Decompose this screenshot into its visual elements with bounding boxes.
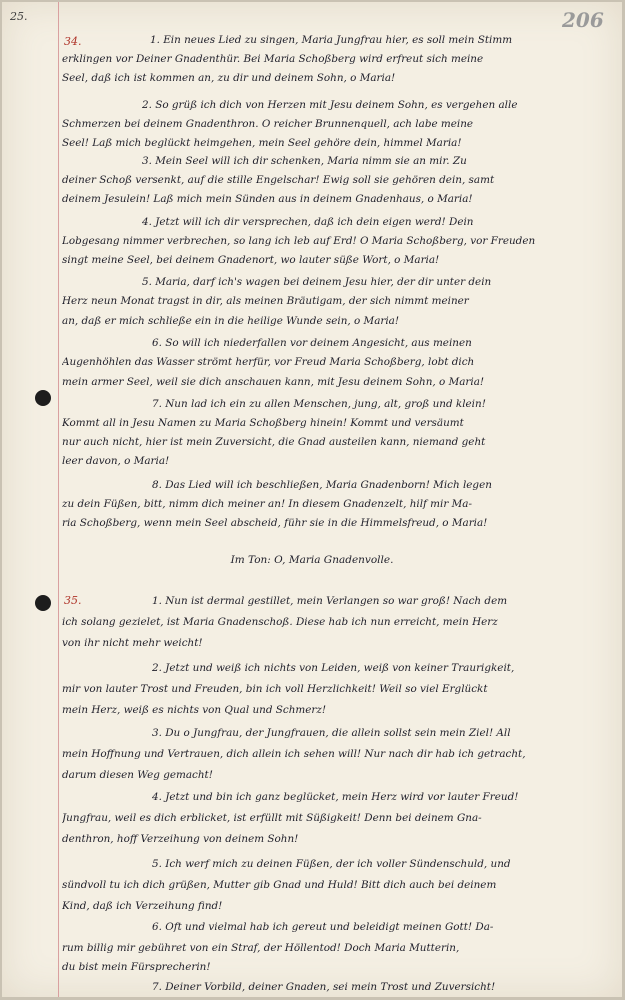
song-number: 35. — [64, 594, 82, 607]
text-line: Schmerzen bei deinem Gnadenthron. O reicher Brunnenquell, ach labe meine — [62, 118, 474, 130]
text-line: denthron, hoff Verzeihung von deinem Sohn! — [62, 833, 299, 845]
text-line: 5. Ich werf mich zu deinen Füßen, der ich voller Sündenschuld, und — [152, 858, 511, 870]
text-line: 7. Deiner Vorbild, deiner Gnaden, sei mein Trost und Zuversicht! — [152, 981, 496, 993]
text-line: von ihr nicht mehr weicht! — [62, 637, 203, 649]
text-line: 3. Mein Seel will ich dir schenken, Maria nimm sie an mir. Zu — [142, 155, 467, 167]
text-line: mein Herz, weiß es nichts von Qual und Schmerz! — [62, 704, 327, 716]
text-line: mein armer Seel, weil sie dich anschauen kann, mit Jesu deinem Sohn, o Maria! — [62, 376, 485, 388]
text-line: deiner Schoß versenkt, auf die stille Engelschar! Ewig soll sie gehören dein, samt — [62, 174, 495, 186]
archive-number: 206 — [562, 8, 604, 32]
text-line: 4. Jetzt will ich dir versprechen, daß ich dein eigen werd! Dein — [142, 216, 474, 228]
text-line: 2. Jetzt und weiß ich nichts von Leiden, weiß von keiner Traurigkeit, — [152, 662, 515, 674]
text-line: Herz neun Monat tragst in dir, als meinen Bräutigam, der sich nimmt meiner — [62, 295, 469, 307]
text-line: 5. Maria, darf ich's wagen bei deinem Jesu hier, der dir unter dein — [142, 276, 492, 288]
text-line: 2. So grüß ich dich von Herzen mit Jesu deinem Sohn, es vergehen alle — [142, 99, 518, 111]
text-line: sündvoll tu ich dich grüßen, Mutter gib Gnad und Huld! Bitt dich auch bei deinem — [62, 879, 497, 891]
text-line: Jungfrau, weil es dich erblicket, ist erfüllt mit Süßigkeit! Denn bei deinem Gna- — [62, 812, 482, 824]
text-line: rum billig mir gebühret von ein Straf, der Höllentod! Doch Maria Mutterin, — [62, 942, 460, 954]
tune-heading: Im Ton: O, Maria Gnadenvolle. — [230, 554, 394, 566]
text-line: Seel, daß ich ist kommen an, zu dir und deinem Sohn, o Maria! — [62, 72, 396, 84]
page-number: 25. — [10, 10, 28, 23]
text-line: Kind, daß ich Verzeihung find! — [62, 900, 223, 912]
punch-hole — [35, 390, 51, 406]
text-line: zu dein Füßen, bitt, nimm dich meiner an! In diesem Gnadenzelt, hilf mir Ma- — [62, 498, 472, 510]
text-line: Kommt all in Jesu Namen zu Maria Schoßberg hinein! Kommt und versäumt — [62, 417, 464, 429]
text-line: nur auch nicht, hier ist mein Zuversicht, die Gnad austeilen kann, niemand geht — [62, 436, 486, 448]
text-line: erklingen vor Deiner Gnadenthür. Bei Maria Schoßberg wird erfreut sich meine — [62, 53, 484, 65]
text-line: du bist mein Fürsprecherin! — [62, 961, 211, 973]
text-line: 8. Das Lied will ich beschließen, Maria Gnadenborn! Mich legen — [152, 479, 492, 491]
text-line: 1. Nun ist dermal gestillet, mein Verlangen so war groß! Nach dem — [152, 595, 508, 607]
text-line: Augenhöhlen das Wasser strömt herfür, vor Freud Maria Schoßberg, lobt dich — [62, 356, 475, 368]
margin-rule — [58, 2, 59, 997]
text-line: Seel! Laß mich beglückt heimgehen, mein Seel gehöre dein, himmel Maria! — [62, 137, 462, 149]
text-line: ich solang gezielet, ist Maria Gnadenschoß. Diese hab ich nun erreicht, mein Herz — [62, 616, 498, 628]
text-line: 4. Jetzt und bin ich ganz beglücket, mein Herz wird vor lauter Freud! — [152, 791, 519, 803]
text-line: 1. Ein neues Lied zu singen, Maria Jungfrau hier, es soll mein Stimm — [150, 34, 513, 46]
text-line: darum diesen Weg gemacht! — [62, 769, 213, 781]
punch-hole — [35, 595, 51, 611]
text-line: 6. Oft und vielmal hab ich gereut und beleidigt meinen Gott! Da- — [152, 921, 494, 933]
text-line: leer davon, o Maria! — [62, 455, 170, 467]
text-line: mir von lauter Trost und Freuden, bin ich voll Herzlichkeit! Weil so viel Erglückt — [62, 683, 488, 695]
text-line: 6. So will ich niederfallen vor deinem Angesicht, aus meinen — [152, 337, 472, 349]
text-line: an, daß er mich schließe ein in die heilige Wunde sein, o Maria! — [62, 315, 400, 327]
text-line: 7. Nun lad ich ein zu allen Menschen, jung, alt, groß und klein! — [152, 398, 486, 410]
text-line: 3. Du o Jungfrau, der Jungfrauen, die allein sollst sein mein Ziel! All — [152, 727, 511, 739]
text-line: ria Schoßberg, wenn mein Seel abscheid, führ sie in die Himmelsfreud, o Maria! — [62, 517, 488, 529]
song-number: 34. — [64, 35, 82, 48]
text-line: mein Hoffnung und Vertrauen, dich allein ich sehen will! Nur nach dir hab ich getracht, — [62, 748, 526, 760]
text-line: singt meine Seel, bei deinem Gnadenort, wo lauter süße Wort, o Maria! — [62, 254, 440, 266]
text-line: deinem Jesulein! Laß mich mein Sünden aus in deinem Gnadenhaus, o Maria! — [62, 193, 473, 205]
text-line: Lobgesang nimmer verbrechen, so lang ich leb auf Erd! O Maria Schoßberg, vor Freuden — [62, 235, 536, 247]
document-page — [2, 2, 622, 997]
